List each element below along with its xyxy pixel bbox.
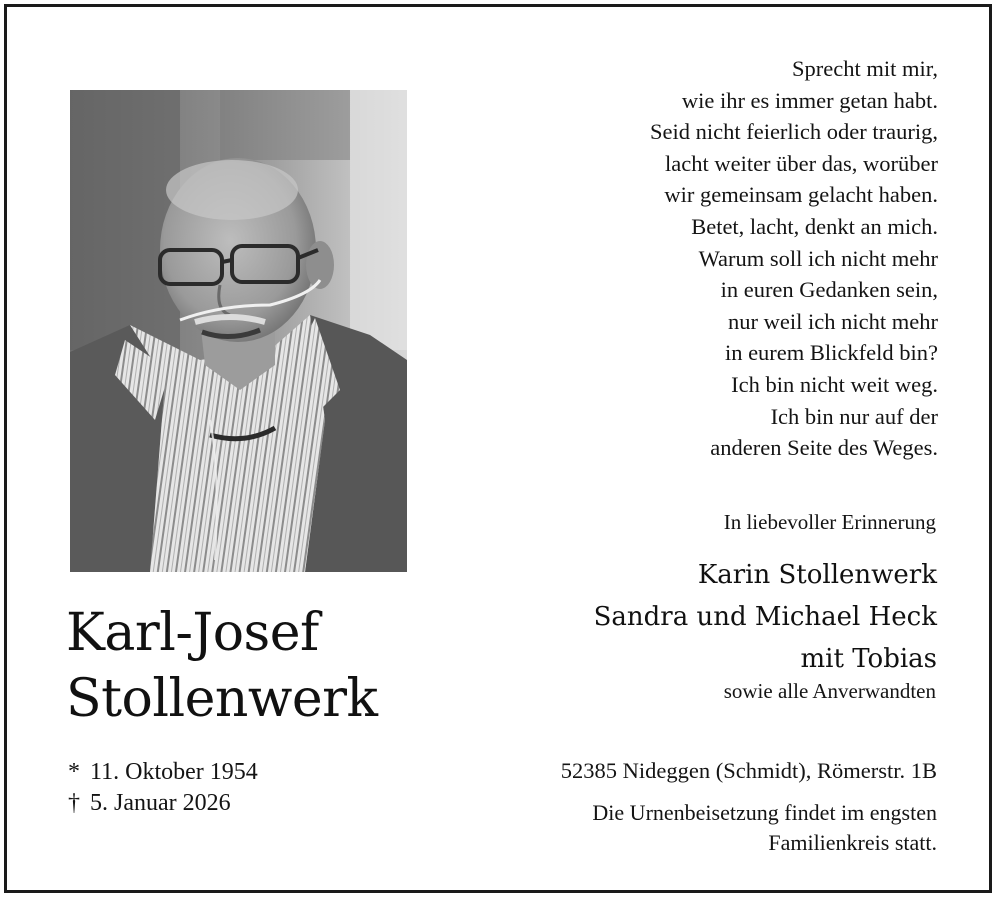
- birth-symbol: *: [68, 759, 80, 785]
- poem-line: lacht weiter über das, worüber: [664, 150, 938, 176]
- life-dates: [68, 757, 258, 819]
- poem-line: Ich bin nur auf der: [770, 403, 938, 429]
- burial-notice: [592, 798, 937, 858]
- deceased-name: [66, 600, 378, 732]
- memory-heading: In liebevoller Erinnerung: [723, 510, 936, 534]
- poem-line: anderen Seite des Weges.: [710, 435, 938, 461]
- family-member: Karin Stollenwerk: [697, 560, 937, 590]
- portrait-photo: [70, 90, 407, 572]
- cross-icon: †: [68, 790, 80, 816]
- poem-line: in euren Gedanken sein,: [720, 277, 938, 303]
- family-member: Sandra und Michael Heck: [593, 602, 937, 632]
- other-relatives: sowie alle Anverwandten: [723, 679, 936, 703]
- address: 52385 Nideggen (Schmidt), Römerstr. 1B: [560, 758, 937, 783]
- poem-line: wir gemeinsam gelacht haben.: [664, 182, 938, 208]
- notice-line: Familienkreis statt.: [768, 830, 937, 855]
- death-date-line: [68, 788, 258, 819]
- poem: [650, 53, 938, 464]
- poem-line: Sprecht mit mir,: [792, 56, 938, 81]
- birth-date: 11. Oktober 1954: [90, 759, 258, 785]
- poem-line: wie ihr es immer getan habt.: [681, 87, 938, 113]
- poem-line: Warum soll ich nicht mehr: [698, 245, 938, 271]
- notice-line: Die Urnenbeisetzung findet im engsten: [592, 800, 937, 825]
- poem-line: in eurem Blickfeld bin?: [724, 340, 938, 366]
- last-name: Stollenwerk: [66, 669, 378, 729]
- poem-line: Ich bin nicht weit weg.: [731, 371, 938, 397]
- poem-line: nur weil ich nicht mehr: [728, 308, 938, 334]
- first-name: Karl-Josef: [66, 603, 319, 663]
- poem-line: Seid nicht feierlich oder traurig,: [649, 119, 938, 145]
- family-member: mit Tobias: [800, 644, 937, 674]
- family-names: [594, 554, 937, 680]
- birth-date-line: [68, 757, 258, 788]
- portrait-illustration: [70, 90, 407, 572]
- poem-line: Betet, lacht, denkt an mich.: [691, 213, 938, 239]
- death-date: 5. Januar 2026: [90, 790, 231, 816]
